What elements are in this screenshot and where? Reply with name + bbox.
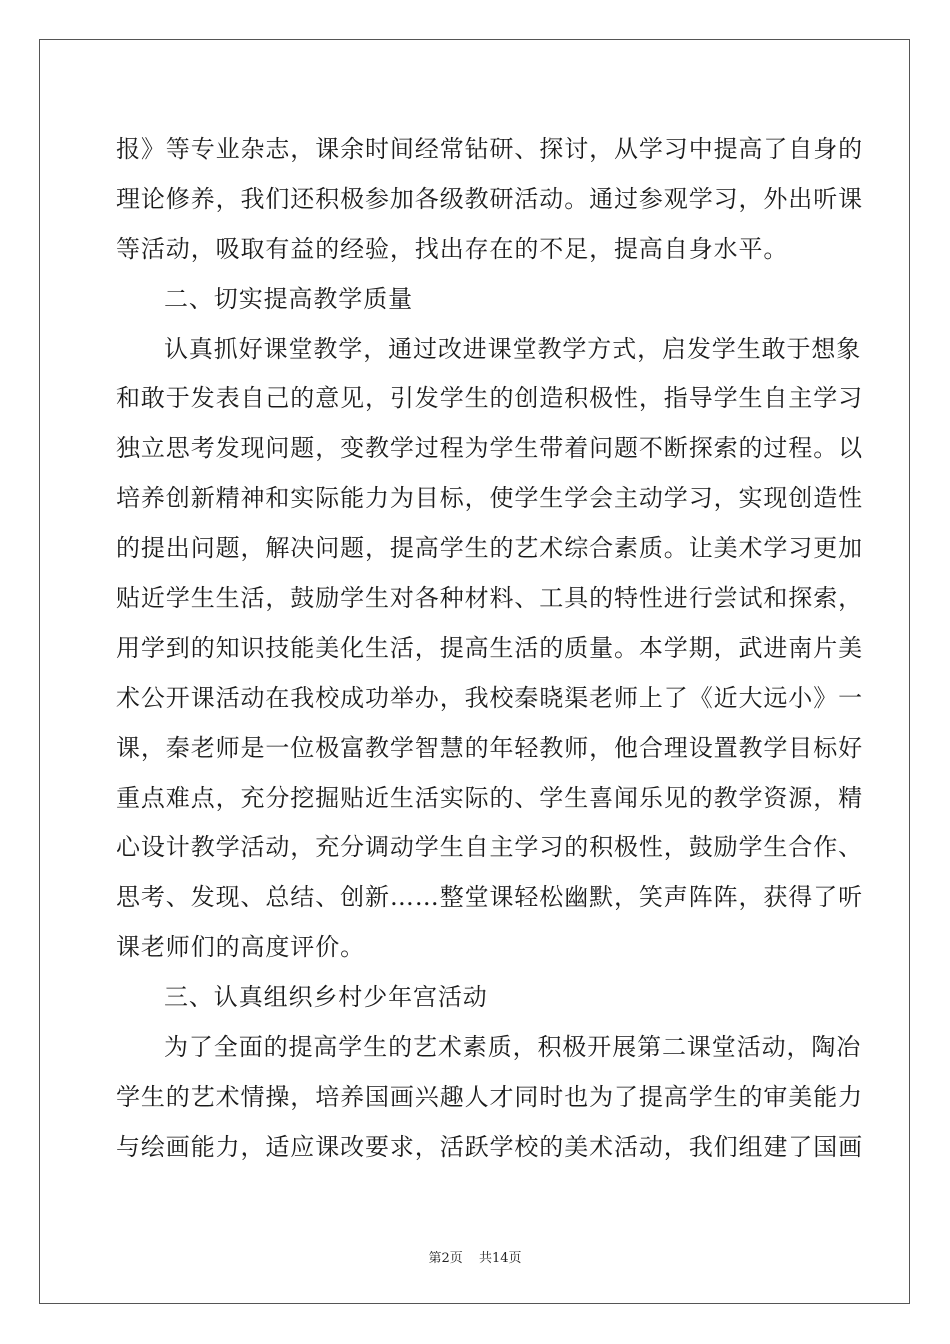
text-line: 术公开课活动在我校成功举办，我校秦晓渠老师上了《近大远小》一 [116, 683, 863, 712]
text-line: 等活动，吸取有益的经验，找出存在的不足，提高自身水平。 [116, 234, 789, 263]
text-line: 与绘画能力，适应课改要求，活跃学校的美术活动，我们组建了国画 [116, 1132, 863, 1161]
text-line: 贴近学生生活，鼓励学生对各种材料、工具的特性进行尝试和探索， [116, 584, 863, 613]
text-line: 独立思考发现问题，变教学过程为学生带着问题不断探索的过程。以 [116, 434, 863, 463]
document-body [116, 129, 863, 1177]
section-heading: 三、认真组织乡村少年宫活动 [164, 983, 488, 1012]
text-line: 理论修养，我们还积极参加各级教研活动。通过参观学习，外出听课 [116, 184, 863, 213]
page-total: 共14页 [478, 1251, 522, 1266]
text-line: 重点难点，充分挖掘贴近生活实际的、学生喜闻乐见的教学资源，精 [116, 783, 863, 812]
text-line: 心设计教学活动，充分调动学生自主学习的积极性，鼓励学生合作、 [116, 833, 863, 862]
page-number: 第2页 [428, 1251, 463, 1266]
text-line: 用学到的知识技能美化生活，提高生活的质量。本学期，武进南片美 [116, 633, 863, 662]
text-line: 认真抓好课堂教学，通过改进课堂教学方式，启发学生敢于想象 [164, 334, 862, 363]
text-line: 学生的艺术情操，培养国画兴趣人才同时也为了提高学生的审美能力 [116, 1082, 863, 1111]
text-line: 思考、发现、总结、创新……整堂课轻松幽默，笑声阵阵，获得了听 [116, 883, 863, 912]
text-line: 为了全面的提高学生的艺术素质，积极开展第二课堂活动，陶冶 [164, 1033, 862, 1062]
section-heading: 二、切实提高教学质量 [164, 284, 413, 313]
text-line: 培养创新精神和实际能力为目标，使学生学会主动学习，实现创造性 [116, 484, 863, 513]
text-line: 课，秦老师是一位极富教学智慧的年轻教师，他合理设置教学目标好 [116, 733, 863, 762]
text-line: 和敢于发表自己的意见，引发学生的创造积极性，指导学生自主学习 [116, 384, 863, 413]
text-line: 的提出问题，解决问题，提高学生的艺术综合素质。让美术学习更加 [116, 534, 863, 563]
text-line: 报》等专业杂志，课余时间经常钻研、探讨，从学习中提高了自身的 [116, 135, 863, 163]
text-line: 课老师们的高度评价。 [116, 933, 365, 962]
page-footer [0, 1247, 950, 1266]
